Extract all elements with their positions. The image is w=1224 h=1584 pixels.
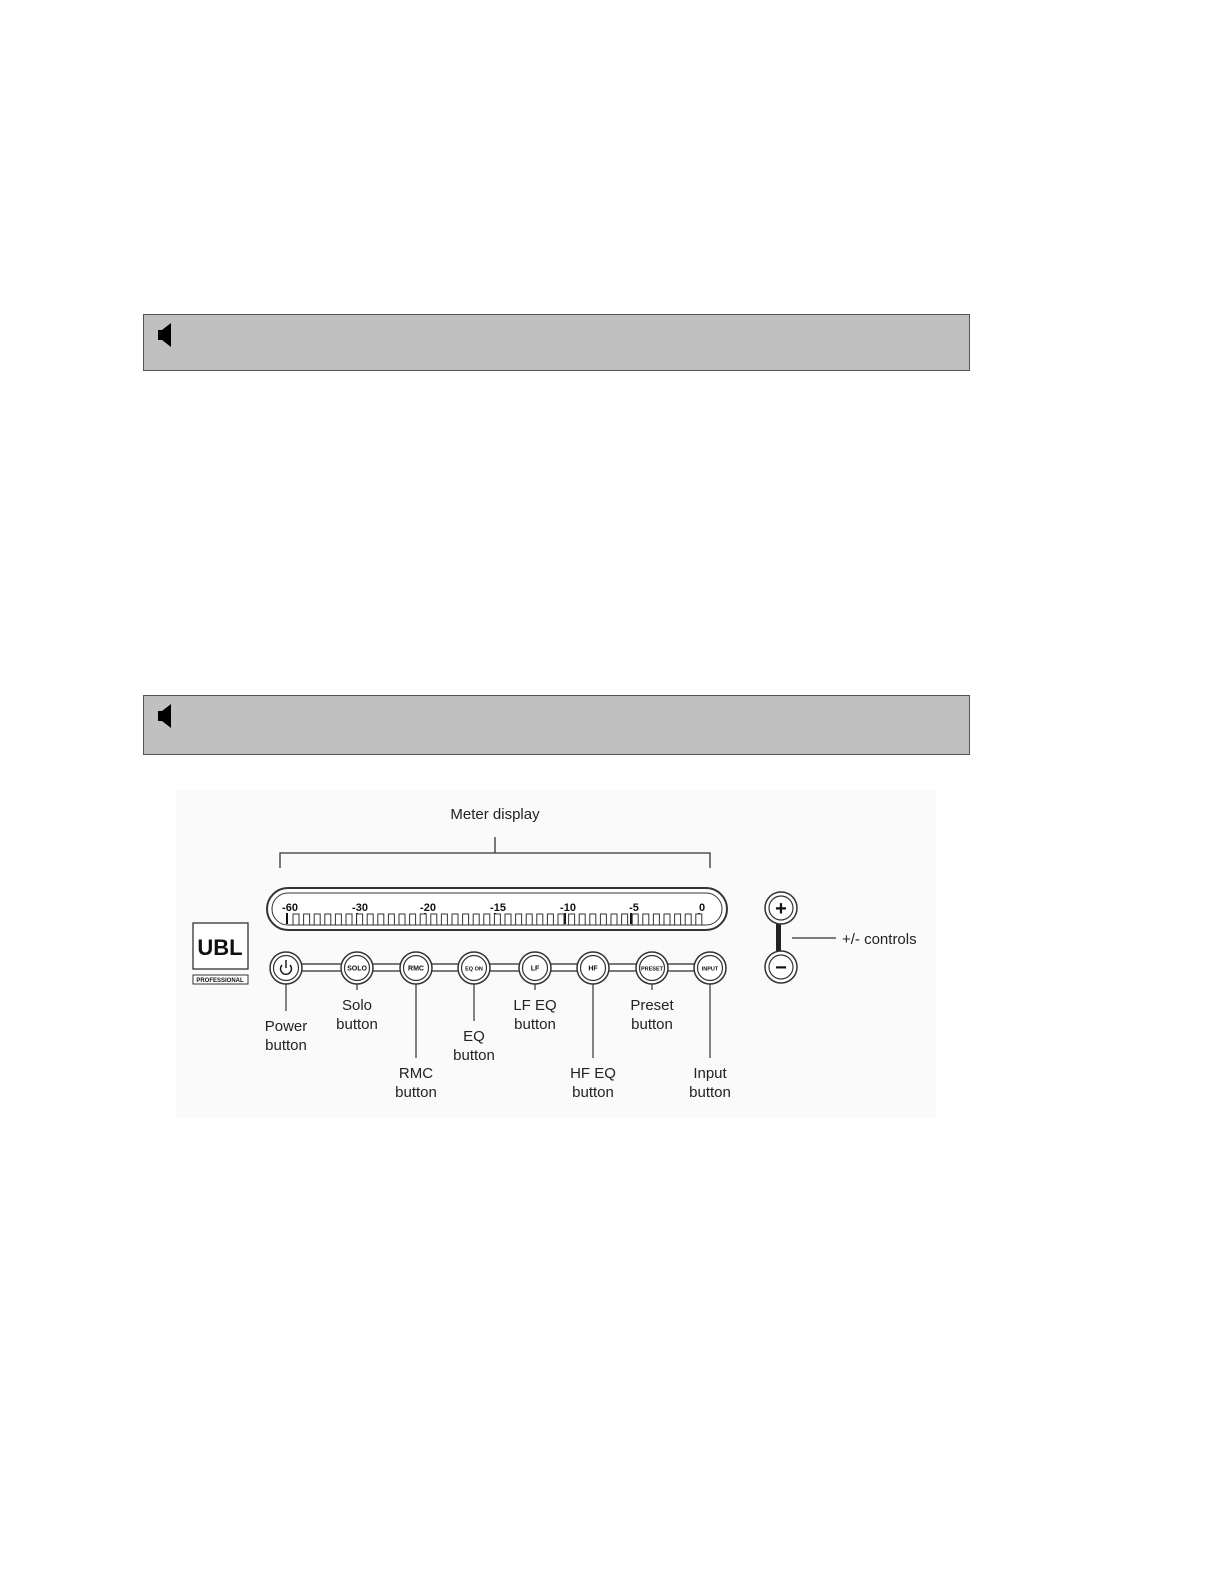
meter-segment bbox=[378, 914, 384, 925]
meter-tick-label: 0 bbox=[698, 902, 706, 914]
power-button[interactable] bbox=[270, 952, 302, 984]
meter-segment bbox=[590, 914, 596, 925]
plus-symbol: + bbox=[775, 898, 787, 920]
meter-segment bbox=[516, 914, 522, 925]
lf-button[interactable] bbox=[519, 952, 551, 984]
meter-segment bbox=[579, 914, 585, 925]
meter-segment bbox=[484, 914, 490, 925]
meter-segment bbox=[399, 914, 405, 925]
meter-segment bbox=[653, 914, 659, 925]
meter-tick-label: -5 bbox=[629, 902, 639, 914]
input-button[interactable] bbox=[694, 952, 726, 984]
note-box-2 bbox=[143, 695, 970, 755]
speaker-icon bbox=[157, 702, 173, 730]
buttons-layer bbox=[265, 952, 731, 1101]
power-callout-label: button bbox=[265, 1037, 307, 1054]
meter-segment bbox=[410, 914, 416, 925]
controls-label: +/- controls bbox=[842, 931, 917, 948]
meter-tick-label: -15 bbox=[490, 902, 506, 914]
meter-segment bbox=[441, 914, 447, 925]
plus-button[interactable] bbox=[765, 892, 797, 924]
control-panel-figure bbox=[176, 790, 936, 1118]
meter-segment bbox=[473, 914, 479, 925]
meter-bracket bbox=[280, 837, 710, 868]
meter-segment bbox=[675, 914, 681, 925]
meter-segment bbox=[611, 914, 617, 925]
meter-segment bbox=[452, 914, 458, 925]
rmc-callout-label: RMC bbox=[398, 1065, 434, 1082]
meter-tick-label: -30 bbox=[352, 902, 368, 914]
meter-segment bbox=[547, 914, 553, 925]
meter-segment bbox=[431, 914, 437, 925]
meter-segment bbox=[558, 914, 564, 925]
speaker-icon bbox=[157, 321, 173, 349]
meter-segment bbox=[537, 914, 543, 925]
rmc-callout-label: button bbox=[395, 1084, 437, 1101]
solo-button-cap: SOLO bbox=[347, 965, 367, 973]
meter-segment bbox=[367, 914, 373, 925]
meter-segment bbox=[685, 914, 691, 925]
lf-callout-label: LF EQ bbox=[513, 997, 557, 1014]
hf-button-cap: HF bbox=[588, 965, 598, 973]
eq-button[interactable] bbox=[458, 952, 490, 984]
meter-segment bbox=[569, 914, 575, 925]
eq-callout-label: button bbox=[453, 1047, 495, 1064]
hf-button[interactable] bbox=[577, 952, 609, 984]
solo-button[interactable] bbox=[341, 952, 373, 984]
eq-callout-label: EQ bbox=[463, 1028, 485, 1045]
input-callout-label: Input bbox=[693, 1065, 727, 1082]
solo-callout-label: Solo bbox=[341, 997, 373, 1014]
meter-segment bbox=[420, 914, 426, 925]
power-callout-label: Power bbox=[264, 1018, 308, 1035]
meter-segment bbox=[346, 914, 352, 925]
meter-segment bbox=[463, 914, 469, 925]
meter-tick-label: -60 bbox=[282, 902, 298, 914]
meter-segment bbox=[632, 914, 638, 925]
meter-segment bbox=[293, 914, 299, 925]
hf-callout-label: button bbox=[572, 1084, 614, 1101]
meter-segment bbox=[505, 914, 511, 925]
input-callout-label: button bbox=[689, 1084, 731, 1101]
meter-segment bbox=[643, 914, 649, 925]
meter-segment bbox=[304, 914, 310, 925]
preset-callout-label: button bbox=[631, 1016, 673, 1033]
control-panel-diagram bbox=[176, 790, 936, 1118]
meter-segment bbox=[325, 914, 331, 925]
meter-segment bbox=[622, 914, 628, 925]
input-button-cap: INPUT bbox=[701, 966, 719, 973]
logo-text: UBL bbox=[197, 935, 243, 960]
plus-minus-controls bbox=[765, 892, 917, 983]
meter-segment bbox=[388, 914, 394, 925]
note-box-1 bbox=[143, 314, 970, 371]
rmc-button-cap: RMC bbox=[408, 965, 424, 973]
preset-button-cap: PRESET bbox=[640, 966, 664, 973]
meter-display-label: Meter display bbox=[450, 806, 540, 823]
meter-segment bbox=[600, 914, 606, 925]
hf-callout-label: HF EQ bbox=[570, 1065, 616, 1082]
meter-tick-label: -20 bbox=[420, 902, 436, 914]
meter-segment bbox=[314, 914, 320, 925]
meter-segment bbox=[357, 914, 363, 925]
solo-callout-label: button bbox=[336, 1016, 378, 1033]
rmc-button[interactable] bbox=[400, 952, 432, 984]
meter-display bbox=[267, 888, 727, 930]
meter-segment bbox=[494, 914, 500, 925]
minus-button[interactable] bbox=[765, 951, 797, 983]
lf-button-cap: LF bbox=[530, 965, 540, 973]
meter-segment bbox=[526, 914, 532, 925]
eq-button-cap: EQ ON bbox=[465, 966, 483, 973]
lf-callout-label: button bbox=[514, 1016, 556, 1033]
logo-subtext: PROFESSIONAL bbox=[196, 978, 244, 984]
preset-button[interactable] bbox=[636, 952, 668, 984]
meter-segment bbox=[696, 914, 702, 925]
minus-symbol: − bbox=[775, 957, 787, 979]
meter-tick-label: -10 bbox=[560, 902, 576, 914]
preset-callout-label: Preset bbox=[630, 997, 674, 1014]
meter-segment bbox=[335, 914, 341, 925]
jbl-logo bbox=[193, 923, 248, 984]
meter-segment bbox=[664, 914, 670, 925]
